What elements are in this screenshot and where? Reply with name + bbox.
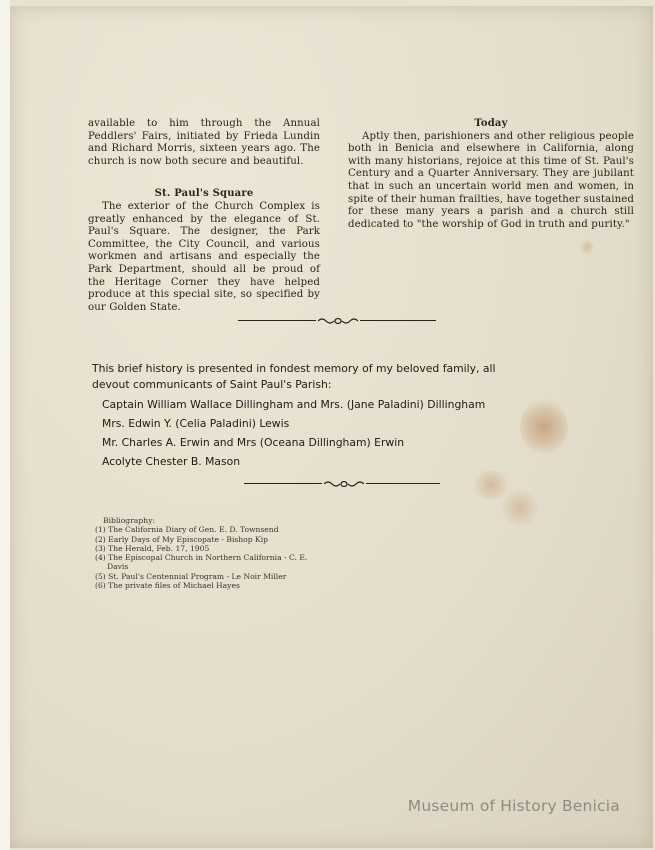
foxing-stain: [578, 240, 596, 254]
bibliography-title: Bibliography:: [103, 516, 155, 525]
bibliography-item: (2) Early Days of My Episcopate - Bishop Kip: [95, 534, 268, 544]
dedication-lead: This brief history is presented in fondest memory of my beloved family, all devout communicants of Saint Paul's Parish:: [92, 362, 496, 391]
memorial-dedication: [92, 361, 532, 474]
bibliography-item: (5) St. Paul's Centennial Program - Le Noir Miller: [95, 571, 287, 581]
bibliography-item: (3) The Herald, Feb. 17, 1905: [95, 543, 210, 553]
bibliography-item: (6) The private files of Michael Hayes: [95, 581, 240, 591]
bibliography: [95, 516, 345, 590]
ornamental-divider: [238, 317, 436, 325]
scroll-ornament-icon: [316, 317, 360, 325]
continuation-paragraph: available to him through the Annual Peddlers' Fairs, initiated by Frieda Lundin and Richard Morris, sixteen years ago. The church is now both secure and beautiful.: [88, 118, 320, 167]
bibliography-item: (4) The Episcopal Church in Northern California - C. E.: [95, 553, 308, 563]
memorial-name: Acolyte Chester B. Mason: [102, 455, 241, 468]
section-heading-today: Today: [474, 118, 508, 129]
memorial-name: Mr. Charles A. Erwin and Mrs (Oceana Dillingham) Erwin: [102, 436, 405, 449]
paper-left-edge: [0, 0, 10, 850]
right-column: [348, 118, 634, 231]
memorial-name: Mrs. Edwin Y. (Celia Paladini) Lewis: [102, 417, 290, 430]
bibliography-item: (1) The California Diary of Gen. E. D. Townsend: [95, 525, 279, 535]
ornamental-divider: [244, 480, 440, 488]
bibliography-item-continuation: Davis: [107, 562, 129, 572]
today-paragraph: Aptly then, parishioners and other religious people both in Benicia and elsewhere in California, along with many historians, rejoice at this time of St. Paul's Century and a Quarter Anniversary. They are jubilant that in such an uncertain world men and women, in spite of their human frailties, have together sustained for these many years a parish and a church still dedicated to "the worship of God in truth and purity.": [348, 130, 634, 230]
museum-watermark: Museum of History Benicia: [407, 797, 620, 815]
st-pauls-square-paragraph: The exterior of the Church Complex is greatly enhanced by the elegance of St. Paul's Square. The designer, the Park Committee, the City Council, and various workmen and artisans and especially the Park Department, should all be proud of the Heritage Corner they have helped produce at this special site, so specified by our Golden State.: [88, 200, 320, 313]
section-heading-st-pauls-square: St. Paul's Square: [154, 188, 254, 200]
scroll-ornament-icon: [322, 480, 366, 488]
memorial-name: Captain William Wallace Dillingham and Mrs. (Jane Paladini) Dillingham: [102, 398, 486, 411]
left-column: [88, 118, 320, 314]
foxing-stain: [498, 490, 542, 526]
